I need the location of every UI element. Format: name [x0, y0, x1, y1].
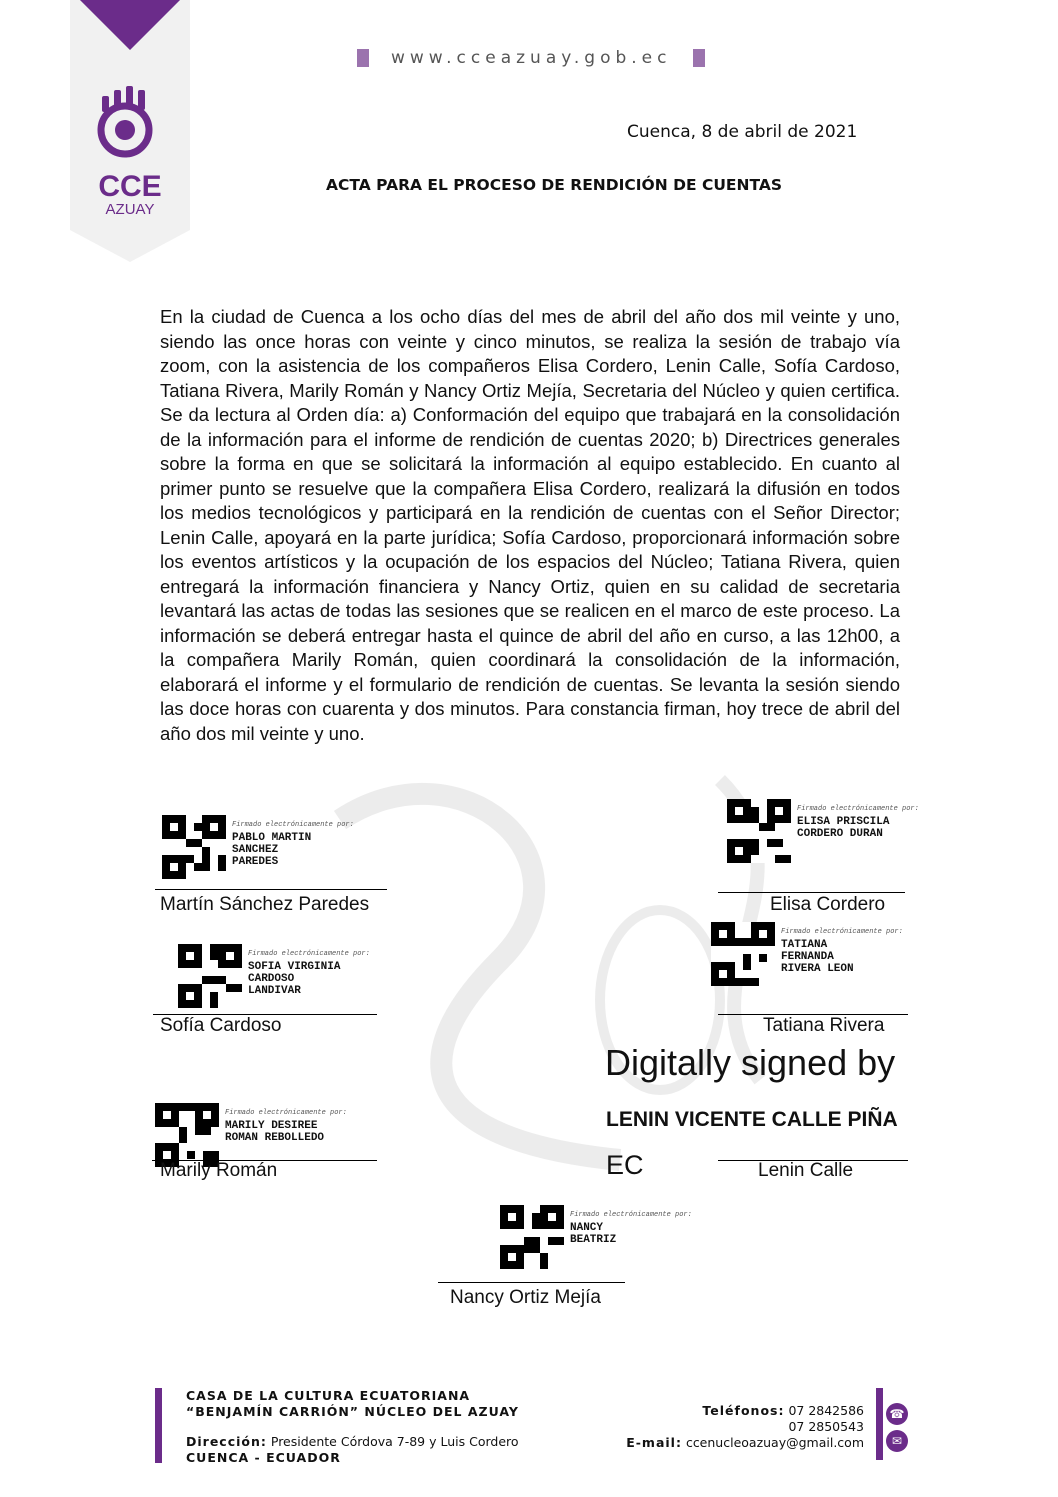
document-title: ACTA PARA EL PROCESO DE RENDICIÓN DE CUENTAS: [326, 176, 782, 194]
qr-code-icon: [727, 799, 791, 863]
signature-caption: Firmado electrónicamente por:: [797, 805, 919, 813]
signature-label-elisa: Elisa Cordero: [770, 894, 886, 915]
org-name-line1: CASA DE LA CULTURA ECUATORIANA: [186, 1388, 471, 1403]
digital-signature-country: EC: [606, 1150, 644, 1180]
header-banner: [70, 0, 190, 262]
signature-caption: Firmado electrónicamente por:: [232, 821, 354, 829]
signature-caption: Firmado electrónicamente por:: [225, 1109, 347, 1117]
qr-code-icon: [155, 1103, 219, 1167]
signature-elisa: [727, 799, 919, 863]
qr-code-icon: [500, 1205, 564, 1269]
document-date: Cuenca, 8 de abril de 2021: [627, 122, 858, 142]
digital-signature-heading: Digitally signed by: [605, 1042, 896, 1083]
signature-label-tatiana: Tatiana Rivera: [763, 1015, 885, 1036]
signer-name: NANCY BEATRIZ: [570, 1222, 617, 1246]
footer-contact: [620, 1403, 864, 1451]
signature-caption: Firmado electrónicamente por:: [781, 928, 903, 936]
decor-bar-icon: [357, 49, 369, 67]
signature-sofia: [178, 944, 370, 1008]
website-header: [335, 48, 727, 68]
signature-marily: [155, 1103, 347, 1167]
phone-2[interactable]: 07 2850543: [788, 1419, 864, 1434]
address-label: Dirección:: [186, 1434, 267, 1449]
qr-code-icon: [162, 815, 226, 879]
digital-signature-name: LENIN VICENTE CALLE PIÑA: [606, 1108, 898, 1131]
qr-code-icon: [711, 922, 775, 986]
footer-accent-bar: [155, 1388, 162, 1463]
signer-name: PABLO MARTIN SANCHEZ PAREDES: [232, 832, 312, 868]
org-name-line2: “BENJAMÍN CARRIÓN” NÚCLEO DEL AZUAY: [186, 1404, 519, 1419]
phone-1[interactable]: 07 2842586: [784, 1403, 864, 1418]
signature-caption: Firmado electrónicamente por:: [248, 950, 370, 958]
phones-label: Teléfonos:: [702, 1403, 785, 1418]
footer-city: CUENCA - ECUADOR: [186, 1450, 341, 1465]
signature-line: [155, 889, 387, 890]
email-value[interactable]: ccenucleoazuay@gmail.com: [681, 1435, 864, 1450]
address-value: Presidente Córdova 7-89 y Luis Cordero: [266, 1434, 519, 1449]
signature-martin: [162, 815, 354, 879]
signature-label-martin: Martín Sánchez Paredes: [160, 894, 370, 915]
act-body-text: En la ciudad de Cuenca a los ocho días del mes de abril del año dos mil veinte y uno, siendo las once horas con veinte y cinco minutos, se realiza la sesión de trabajo vía zoom, con la asistencia de los compañeros Elisa Cordero, Lenin Calle, Sofía Cardoso, Tatiana Rivera, Marily Román y Nancy Ortiz Mejía, Secretaria del Núcleo y quien certifica. Se da lectura al Orden día: a) Conformación del equipo que trabajará en la consolidación de la información para el informe de rendición de cuentas 2020; b) Directrices generales sobre la forma en que se solicitará la información al equipo establecido. En cuanto al primer punto se resuelve que la compañera Elisa Cordero, realizará la difusión en todos los medios tecnológicos y participará en la rendición de cuentas con el Señor Director; Lenin Calle, apoyará en la parte jurídica; Sofía Cardoso, proporcionará información sobre los eventos artísticos y la ocupación de los espacios del Núcleo; Tatiana Rivera, quien entregará la información financiera y Nancy Ortiz, quien en su calidad de secretaria levantará las actas de todas las sesiones que se realicen en el marco de este proceso. La información se deberá entregar hasta el quince de abril del año en curso, a las 12h00, a la compañera Marily Román, quien coordinará la consolidación de la información, elaborará el informe y el formulario de rendición de cuentas. Se levanta la sesión siendo las doce horas con cuarenta y dos minutos. Para constancia firman, hoy trece de abril del año dos mil veinte y uno.: [160, 306, 900, 744]
email-label: E-mail:: [626, 1435, 682, 1450]
email-icon: ✉: [886, 1430, 908, 1452]
footer-organization: [186, 1388, 519, 1466]
signature-label-marily: Marily Román: [160, 1160, 278, 1181]
signature-nancy: [500, 1205, 692, 1269]
signature-label-nancy: Nancy Ortiz Mejía: [450, 1287, 601, 1308]
logo-subtext: AZUAY: [105, 201, 155, 218]
footer-accent-bar: [876, 1388, 883, 1460]
logo-text: CCE: [98, 170, 162, 203]
signature-line: [718, 892, 905, 893]
signer-name: TATIANA FERNANDA RIVERA LEON: [781, 939, 854, 975]
footer-address: [186, 1434, 519, 1450]
signature-line: [438, 1282, 625, 1283]
decor-bar-icon: [693, 49, 705, 67]
qr-code-icon: [178, 944, 242, 1008]
signature-tatiana: [711, 922, 903, 986]
signature-caption: Firmado electrónicamente por:: [570, 1211, 692, 1219]
website-url[interactable]: www.cceazuay.gob.ec: [391, 48, 672, 68]
phone-icon: ☎: [886, 1403, 908, 1425]
signer-name: ELISA PRISCILA CORDERO DURAN: [797, 816, 890, 840]
signer-name: SOFIA VIRGINIA CARDOSO LANDIVAR: [248, 961, 341, 997]
signature-label-sofia: Sofía Cardoso: [160, 1015, 282, 1036]
signer-name: MARILY DESIREE ROMAN REBOLLEDO: [225, 1120, 325, 1144]
signature-label-lenin: Lenin Calle: [758, 1160, 854, 1181]
